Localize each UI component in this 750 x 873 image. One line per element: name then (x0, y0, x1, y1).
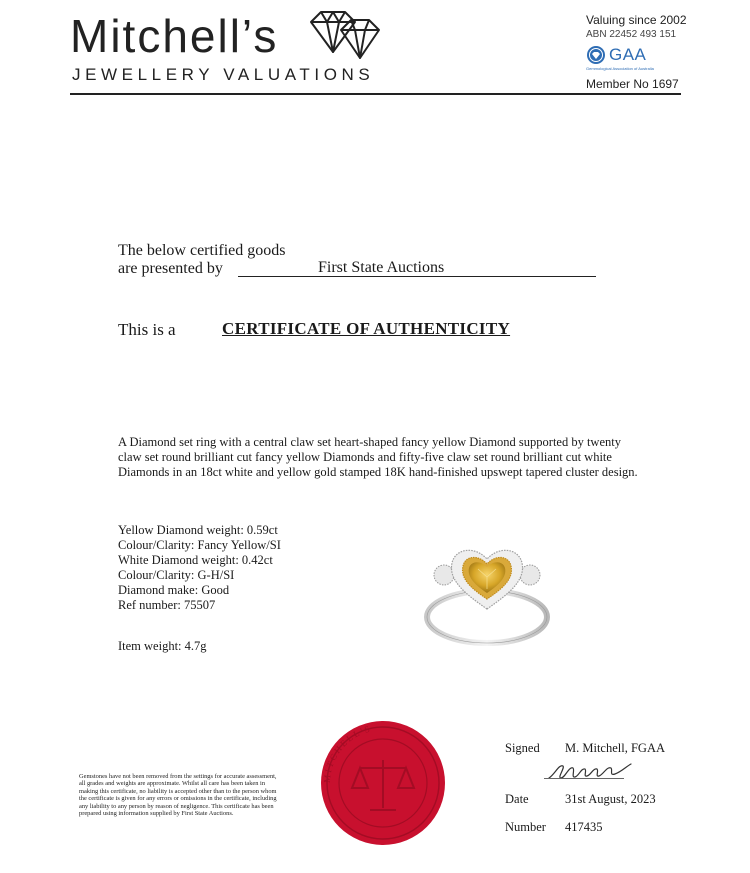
item-description: A Diamond set ring with a central claw set heart-shaped fancy yellow Diamond supported by twenty claw set round brilliant cut fancy yellow Diamonds and fifty-five claw set round brilliant cut white Diamonds in an 18ct white and yellow gold stamped 18K hand-finished upswept tapered cluster design. (118, 435, 638, 480)
signature-line (544, 778, 624, 779)
spec-yellow-weight: Yellow Diamond weight: 0.59ct (118, 523, 278, 537)
gaa-full-name: Gemmological Association of Australia (586, 66, 654, 71)
presenter-name: First State Auctions (318, 259, 445, 276)
member-number: Member No 1697 (586, 77, 679, 91)
brand-subtitle: JEWELLERY VALUATIONS (72, 65, 375, 84)
signed-value: M. Mitchell, FGAA (565, 741, 665, 755)
date-value: 31st August, 2023 (565, 792, 656, 806)
spec-yellow-colour: Colour/Clarity: Fancy Yellow/SI (118, 538, 281, 552)
spec-diamond-make: Diamond make: Good (118, 583, 230, 597)
gaa-globe-icon (586, 45, 606, 65)
gaa-label: GAA (609, 45, 647, 64)
disclaimer-text: Gemstones have not been removed from the settings for accurate assessment, all grades and weights are approximate. Whilst all care has been taken in making this certificate, no liability is accepted other than to the person whom the certificate is given for any errors or omissions in the certificate, including any liability to any person by reason of negligence. This certificate has been prepared using information supplied by First State Auctions. (79, 773, 277, 818)
gaa-badge (586, 44, 686, 76)
spec-ref-number: Ref number: 75507 (118, 598, 216, 612)
item-weight: Item weight: 4.7g (118, 639, 207, 653)
diamond-logo-icon (305, 8, 381, 64)
date-label: Date (505, 792, 529, 806)
brand-name: Mitchell’s (70, 10, 279, 62)
spec-white-weight: White Diamond weight: 0.42ct (118, 553, 273, 567)
header-divider (70, 93, 681, 95)
certificate-lead: This is a (118, 320, 176, 339)
number-value: 417435 (565, 820, 603, 834)
number-label: Number (505, 820, 546, 834)
certificate-seal (308, 708, 458, 858)
abn-number: ABN 22452 493 151 (586, 29, 677, 40)
seal-ring-text: MITCHELL'S (321, 723, 373, 784)
spec-white-colour: Colour/Clarity: G-H/SI (118, 568, 235, 582)
intro-line-1: The below certified goods (118, 242, 286, 259)
intro-line-2: are presented by (118, 260, 223, 277)
valuing-since: Valuing since 2002 (586, 13, 687, 27)
signed-label: Signed (505, 741, 540, 755)
ring-photo (412, 525, 562, 650)
certificate-title: CERTIFICATE OF AUTHENTICITY (222, 319, 511, 338)
